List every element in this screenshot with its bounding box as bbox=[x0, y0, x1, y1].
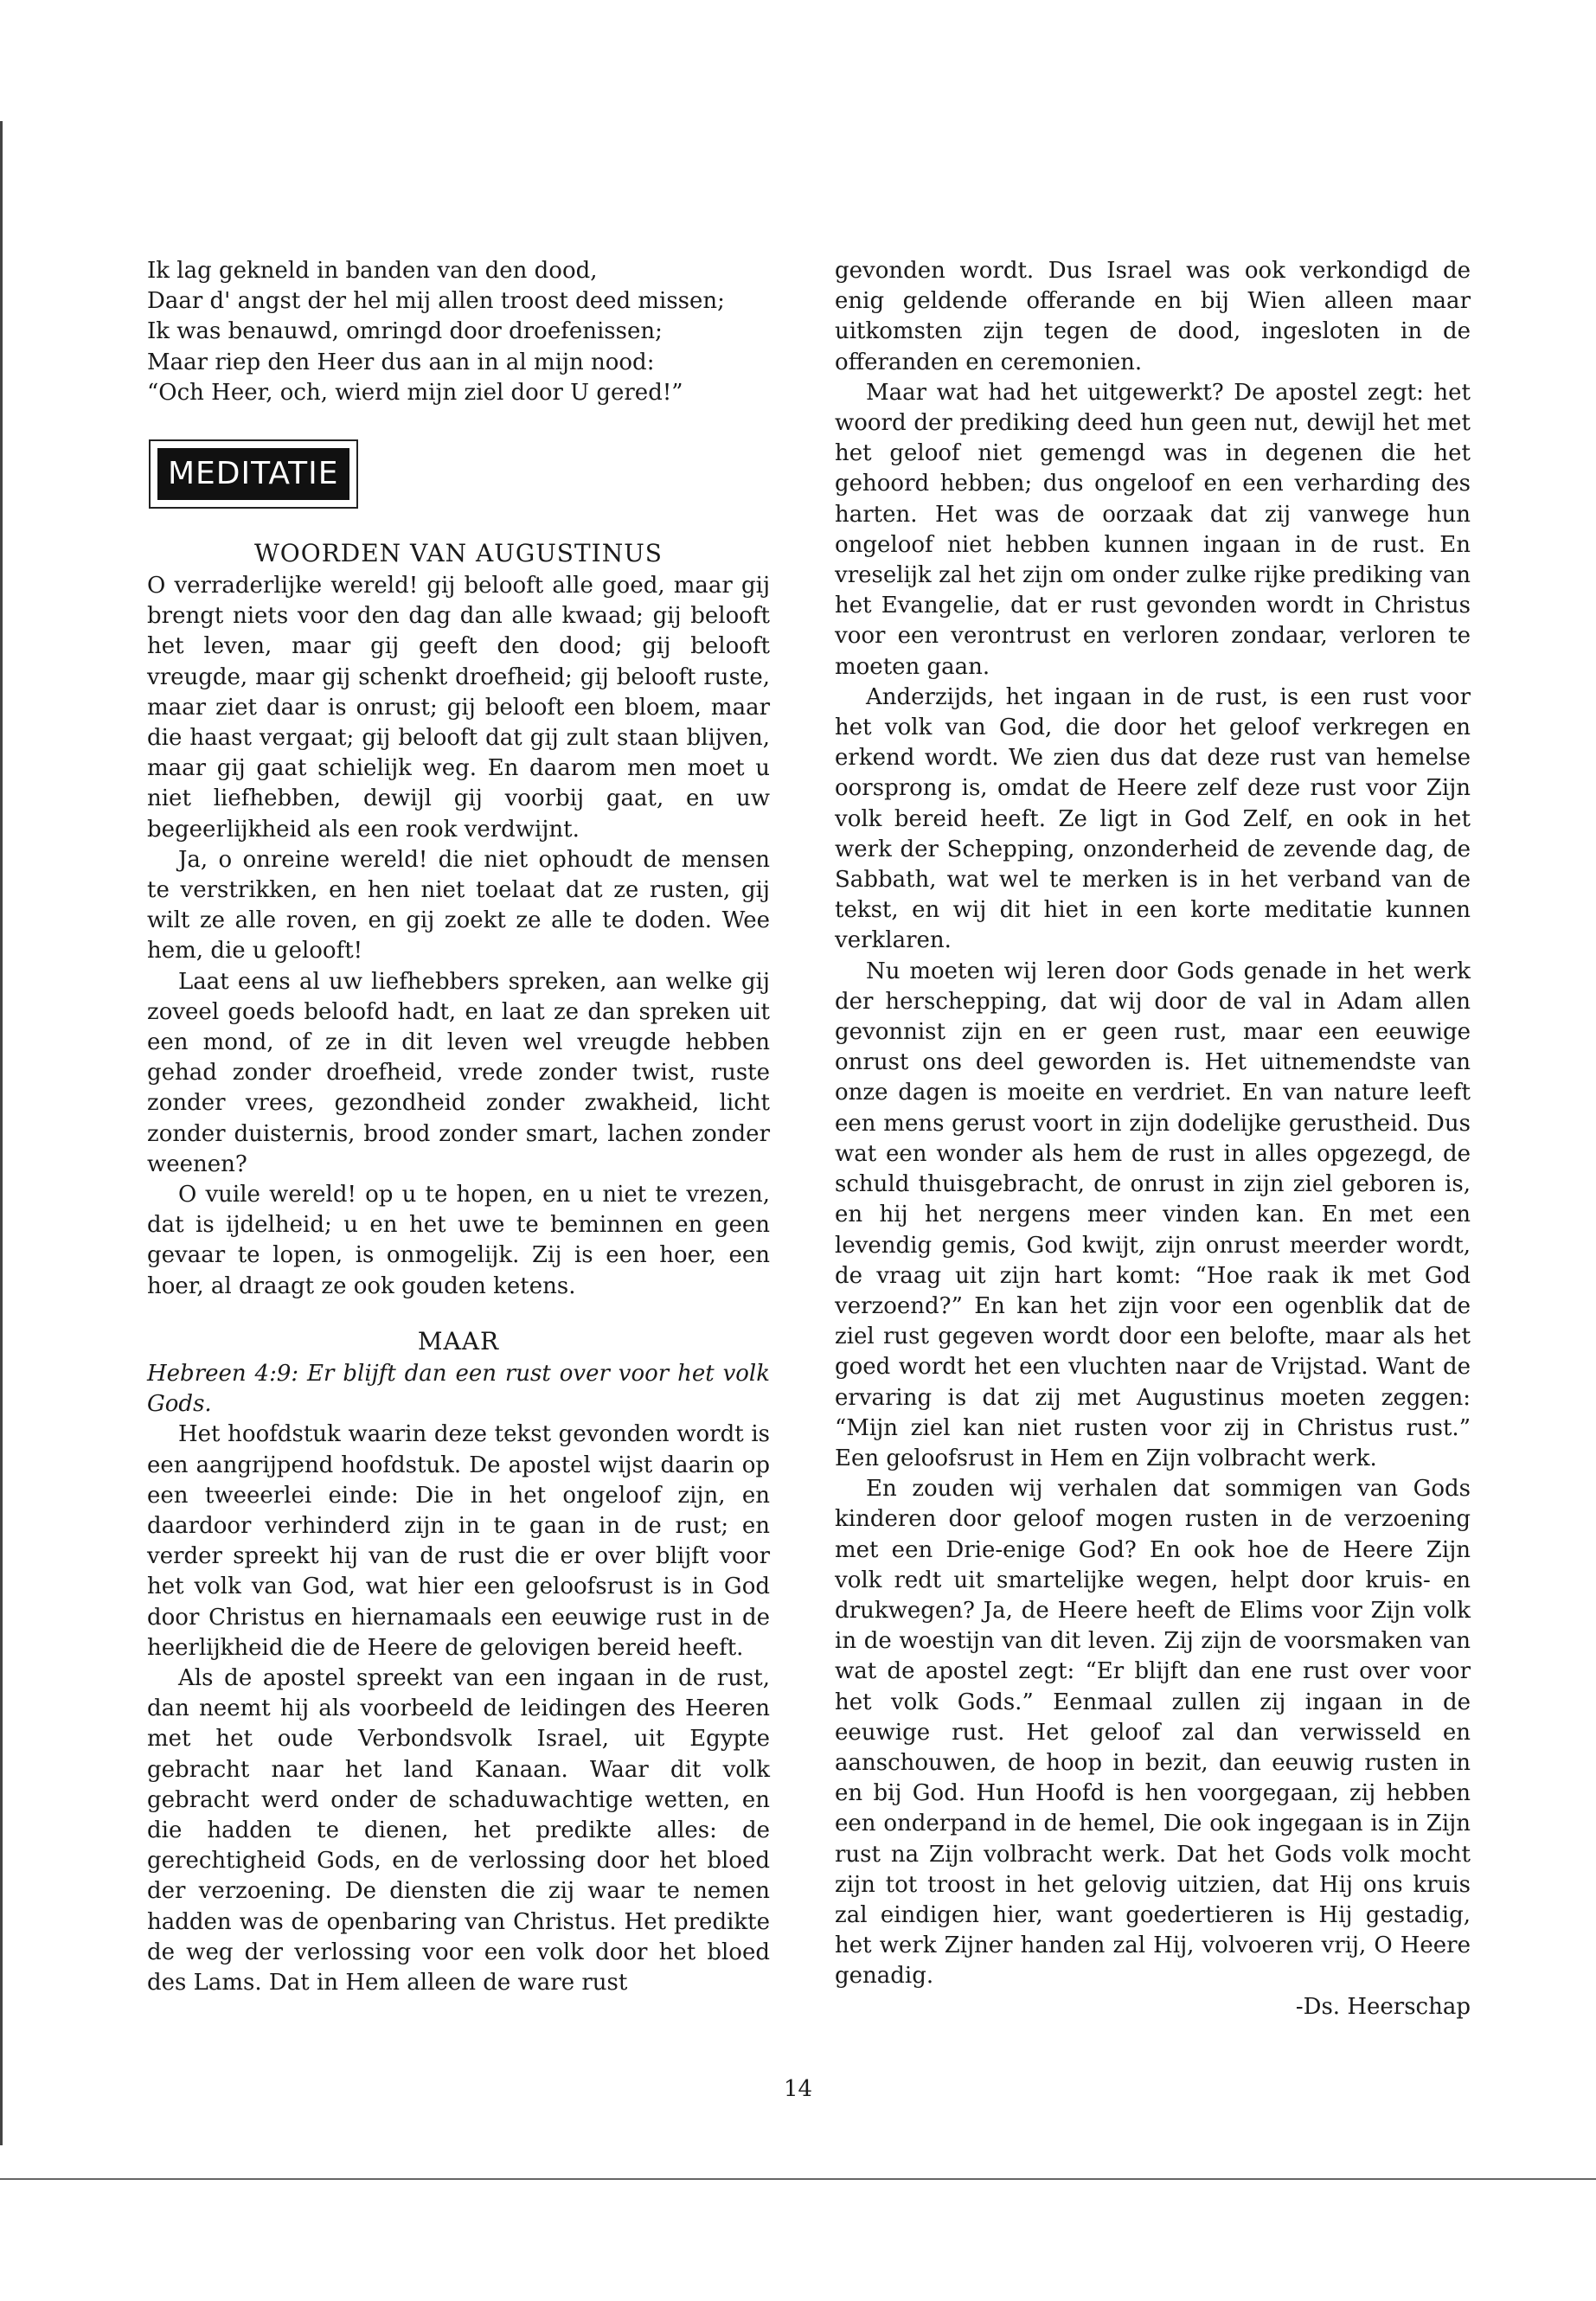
paragraph: Ja, o onreine wereld! die niet ophoudt de mensen te verstrikken, en hen niet toelaat dat ze rusten, gij wilt ze alle roven, en gij zoekt ze alle te doden. Wee hem, die u gelooft! bbox=[147, 846, 770, 965]
poem-line: Maar riep den Heer dus aan in al mijn nood: bbox=[147, 349, 655, 375]
opening-poem bbox=[147, 256, 770, 408]
paragraph: Het hoofdstuk waarin deze tekst gevonden wordt is een aangrijpend hoofdstuk. De apostel wijst daarin op een tweeerlei einde: Die in het ongeloof zijn, en daardoor verhinderd zijn in te gaan in de rust; en verder spreekt hij van de rust die er over blijft voor het volk van God, wat hier een geloofsrust is in God door Christus en hiernamaals een eeuwige rust in de heerlijkheid die de Heere de gelovigen bereid heeft. bbox=[147, 1421, 770, 1661]
section-title-augustinus: WOORDEN VAN AUGUSTINUS bbox=[254, 539, 663, 568]
meditatie-badge: MEDITATIE bbox=[157, 448, 349, 500]
scan-edge-left bbox=[0, 121, 3, 2145]
scripture-reference: Hebreen 4:9: Er blijft dan een rust over voor het volk Gods. bbox=[147, 1360, 770, 1418]
poem-line: Ik lag gekneld in banden van den dood, bbox=[147, 258, 598, 284]
paragraph: gevonden wordt. Dus Israel was ook verkondigd de enig geldende offerande en bij Wien alleen maar uitkomsten zijn tegen de dood, ingesloten in de offeranden en ceremonien. bbox=[835, 258, 1471, 375]
poem-line: Ik was benauwd, omringd door droefenissen; bbox=[147, 318, 663, 345]
paragraph: Laat eens al uw liefhebbers spreken, aan welke gij zoveel goeds beloofd hadt, en laat ze dan spreken uit een mond, of ze in dit leven wel vreugde hebben gehad zonder droefheid, vrede zonder twist, ruste zonder vrees, gezondheid zonder zwakheid, licht zonder duisternis, brood zonder smart, lachen zonder weenen? bbox=[147, 968, 770, 1177]
page-number: 14 bbox=[783, 2076, 813, 2102]
paragraph: Anderzijds, het ingaan in de rust, is een rust voor het volk van God, die door het geloof verkregen en erkend wordt. We zien dus dat deze rust van hemelse oorsprong is, omdat de Heere zelf deze rust voor Zijn volk bereid heeft. Ze ligt in God Zelf, en ook in het werk der Schepping, onzonderheid de zevende dag, de Sabbath, wat wel te merken is in het verband van de tekst, en wij dit hiet in een korte meditatie kunnen verklaren. bbox=[835, 683, 1471, 954]
right-column bbox=[835, 256, 1471, 2022]
poem-line: Daar d' angst der hel mij allen troost deed missen; bbox=[147, 288, 725, 315]
paragraph: En zouden wij verhalen dat sommigen van Gods kinderen door geloof mogen rusten in de verzoening met een Drie-enige God? En ook hoe de Heere Zijn volk redt uit smartelijke wegen, helpt door kruis- en drukwegen? Ja, de Heere heeft de Elims voor Zijn volk in de woestijn van dit leven. Zij zijn de voorsmaken van wat de apostel zegt: “Er blijft dan ene rust over voor het volk Gods.” Eenmaal zullen zij ingaan in de eeuwige rust. Het geloof zal dan verwisseld en aanschouwen, de hoop in bezit, dan eeuwig rusten in en bij God. Hun Hoofd is hen voorgegaan, zij hebben een onderpand in de hemel, Die ook ingegaan is in Zijn rust na Zijn volbracht werk. Dat het Gods volk mocht zijn tot troost in het gelovig uitzien, dat Hij ons kruis zal eindigen hier, want goedertieren is Hij gestadig, het werk Zijner handen zal Hij, volvoeren vrij, O Heere genadig. bbox=[835, 1476, 1471, 1990]
paragraph: Maar wat had het uitgewerkt? De apostel zegt: het woord der prediking deed hun geen nut, dewijl het met het geloof niet gemengd was in degenen die het gehoord hebben; dus ongeloof en een verharding des harten. Het was de oorzaak dat zij vanwege hun ongeloof niet hebben kunnen ingaan in de rust. En vreselijk zal het zijn om onder zulke rijke prediking van het Evangelie, dat er rust gevonden wordt in Christus voor een verontrust en verloren zondaar, verloren te moeten gaan. bbox=[835, 379, 1471, 680]
left-column bbox=[147, 256, 770, 1998]
scan-edge-bottom bbox=[0, 2178, 1596, 2180]
section-title-maar: MAAR bbox=[417, 1326, 500, 1356]
signature: -Ds. Heerschap bbox=[1295, 1993, 1471, 2020]
poem-line: “Och Heer, och, wierd mijn ziel door U gered!” bbox=[147, 379, 683, 406]
paragraph: Als de apostel spreekt van een ingaan in de rust, dan neemt hij als voorbeeld de leidingen des Heeren met het oude Verbondsvolk Israel, uit Egypte gebracht naar het land Kanaan. Waar dit volk gebracht werd onder de schaduwachtige wetten, en die hadden te dienen, het predikte alles: de gerechtigheid Gods, en de verlossing door het bloed der verzoening. De diensten die zij waar te nemen hadden was de openbaring van Christus. Het predikte de weg der verlossing voor een volk door het bloed des Lams. Dat in Hem alleen de ware rust bbox=[147, 1664, 770, 1996]
paragraph: O verraderlijke wereld! gij belooft alle goed, maar gij brengt niets voor den dag dan alle kwaad; gij belooft het leven, maar gij geeft den dood; gij belooft vreugde, maar gij schenkt droefheid; gij belooft ruste, maar ziet daar is onrust; gij belooft een bloem, maar die haast vergaat; gij belooft dat gij zult staan blijven, maar gij gaat schielijk weg. En daarom men moet u niet liefhebben, dewijl gij voorbij gaat, en uw begeerlijkheid als een rook verdwijnt. bbox=[147, 573, 770, 843]
paragraph: Nu moeten wij leren door Gods genade in het werk der herschepping, dat wij door de val in Adam allen gevonnist zijn en er geen rust, maar een eeuwige onrust ons deel geworden is. Het uitnemendste van onze dagen is moeite en verdriet. En van nature leeft een mens gerust voort in zijn dodelijke gerustheid. Dus wat een wonder als hem de rust in alles opgezegd, de schuld thuisgebracht, de onrust in zijn ziel geboren is, en hij het nergens meer vinden kan. En met een levendig gemis, God kwijt, zijn onrust meerder wordt, de vraag uit zijn hart komt: “Hoe raak ik met God verzoend?” En kan het zijn voor een ogenblik dat de ziel rust gegeven wordt door een belofte, maar als het goed wordt het een vluchten naar de Vrijstad. Want de ervaring is dat zij met Augustinus moeten zeggen: “Mijn ziel kan niet rusten voor zij in Christus rust.” Een geloofsrust in Hem en Zijn volbracht werk. bbox=[835, 958, 1471, 1471]
meditatie-badge-frame bbox=[149, 439, 358, 509]
paragraph: O vuile wereld! op u te hopen, en u niet te vrezen, dat is ijdelheid; u en het uwe te beminnen en geen gevaar te lopen, is onmogelijk. Zij is een hoer, een hoer, al draagt ze ook gouden ketens. bbox=[147, 1182, 770, 1299]
